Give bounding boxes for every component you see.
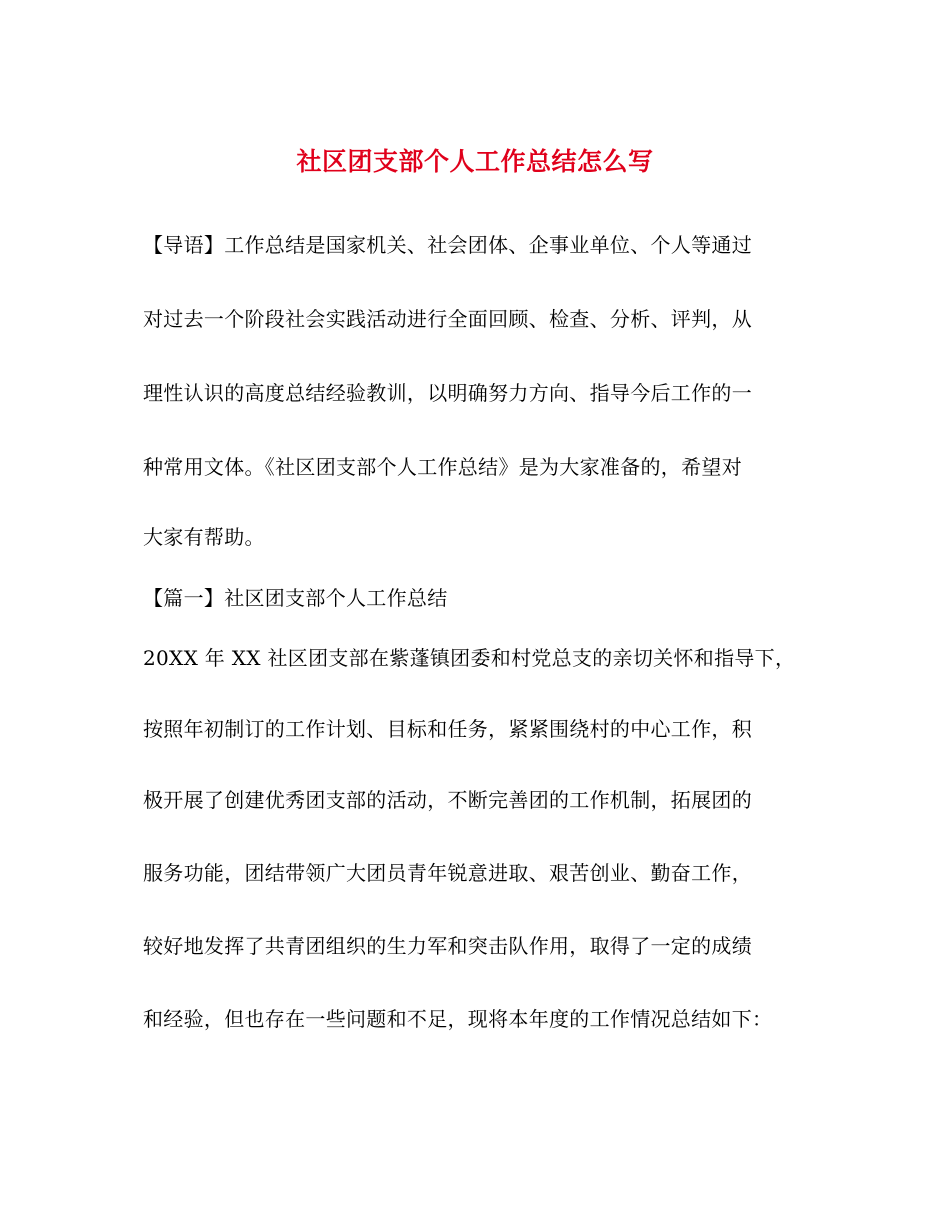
body-line-section-4: 服务功能，团结带领广大团员青年锐意进取、艰苦创业、勤奋工作，: [143, 861, 752, 885]
body-line-section-3: 极开展了创建优秀团支部的活动，不断完善团的工作机制，拓展团的: [143, 788, 752, 812]
body-line-intro-5: 大家有帮助。: [143, 525, 265, 549]
body-line-intro-1: 【导语】工作总结是国家机关、社会团体、企事业单位、个人等通过: [143, 233, 752, 257]
body-line-section-2: 按照年初制订的工作计划、目标和任务，紧紧围绕村的中心工作，积: [143, 717, 752, 741]
body-line-section-1: 20XX 年 XX 社区团支部在紫蓬镇团委和村党总支的亲切关怀和指导下，: [143, 646, 796, 670]
body-line-section-5: 较好地发挥了共青团组织的生力军和突击队作用，取得了一定的成绩: [143, 934, 752, 958]
body-line-intro-4: 种常用文体。《社区团支部个人工作总结》是为大家准备的，希望对: [143, 455, 742, 479]
section-heading: 【篇一】社区团支部个人工作总结: [143, 586, 448, 610]
body-line-section-6: 和经验，但也存在一些问题和不足，现将本年度的工作情况总结如下：: [143, 1007, 773, 1031]
document-title: 社区团支部个人工作总结怎么写: [296, 147, 654, 176]
body-line-intro-3: 理性认识的高度总结经验教训，以明确努力方向、指导今后工作的一: [143, 381, 752, 405]
body-line-intro-2: 对过去一个阶段社会实践活动进行全面回顾、检查、分析、评判，从: [143, 307, 752, 331]
